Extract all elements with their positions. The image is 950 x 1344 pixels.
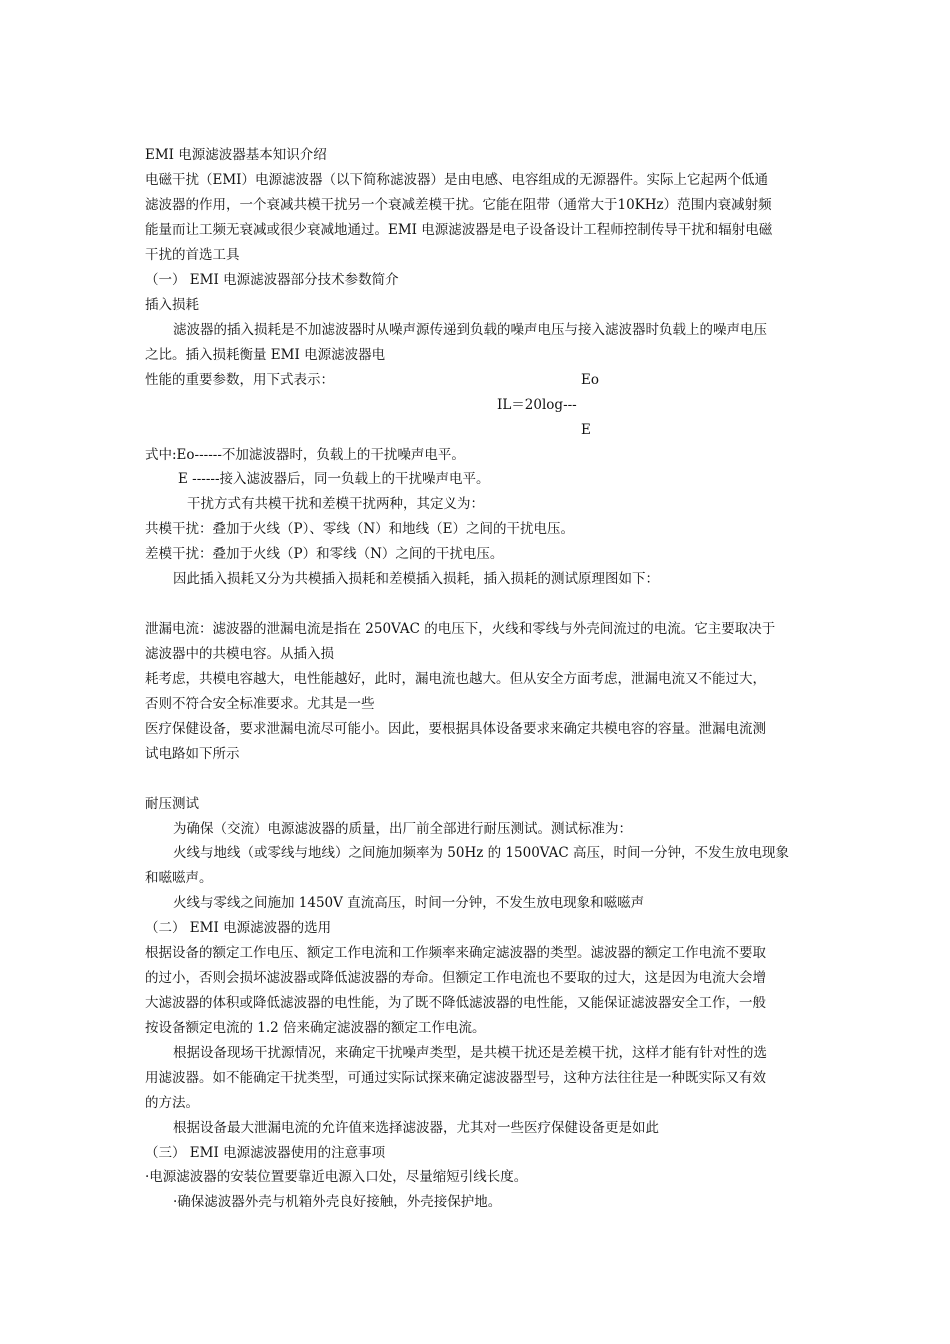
- selection-line: 根据设备最大泄漏电流的允许值来选择滤波器，尤其对一些医疗保健设备更是如此: [173, 1120, 659, 1136]
- selection-line: 按设备额定电流的 1.2 倍来确定滤波器的额定工作电流。: [145, 1020, 486, 1036]
- definition-line: 式中:Eo------不加滤波器时，负载上的干扰噪声电平。: [145, 447, 465, 463]
- withstand-line: 火线与零线之间施加 1450V 直流高压，时间一分钟，不发生放电现象和嗞嗞声: [173, 895, 645, 911]
- leakage-line: 耗考虑，共模电容越大，电性能越好，此时，漏电流也越大。但从安全方面考虑，泄漏电流又不能过大，: [145, 671, 766, 687]
- leakage-line: 试电路如下所示: [145, 746, 240, 762]
- leakage-line: 滤波器中的共模电容。从插入损: [145, 646, 334, 662]
- section-3-title: （三） EMI 电源滤波器使用的注意事项: [145, 1145, 386, 1161]
- leakage-line: 医疗保健设备，要求泄漏电流尽可能小。因此，要根据具体设备要求来确定共模电容的容量。泄漏电流测: [145, 721, 766, 737]
- withstand-line: 火线与地线（或零线与地线）之间施加频率为 50Hz 的 1500VAC 高压，时间一分钟，不发生放电现象: [173, 845, 789, 861]
- selection-line: 的方法。: [145, 1095, 199, 1111]
- withstand-line: 和嗞嗞声。: [145, 870, 213, 886]
- intro-line: 干扰的首选工具: [145, 247, 240, 263]
- insertion-loss-heading: 插入损耗: [145, 297, 199, 313]
- paragraph-line: 滤波器的插入损耗是不加滤波器时从噪声源传递到负载的噪声电压与接入滤波器时负载上的噪声电压: [173, 322, 767, 338]
- section-1-title: （一） EMI 电源滤波器部分技术参数简介: [145, 272, 399, 288]
- section-2-title: （二） EMI 电源滤波器的选用: [145, 920, 332, 936]
- selection-line: 根据设备现场干扰源情况，来确定干扰噪声类型，是共模干扰还是差模干扰，这样才能有针对性的选: [173, 1045, 767, 1061]
- definition-line: 差模干扰：叠加于火线（P）和零线（N）之间的干扰电压。: [145, 546, 504, 562]
- leakage-line: 泄漏电流：滤波器的泄漏电流是指在 250VAC 的电压下，火线和零线与外壳间流过的电流。它主要取决于: [145, 621, 776, 637]
- selection-line: 大滤波器的体积或降低滤波器的电性能，为了既不降低滤波器的电性能，又能保证滤波器安全工作，一般: [145, 995, 766, 1011]
- selection-line: 用滤波器。如不能确定干扰类型，可通过实际试探来确定滤波器型号，这种方法往往是一种既实际又有效: [145, 1070, 766, 1086]
- leakage-line: 否则不符合安全标准要求。尤其是一些: [145, 696, 375, 712]
- doc-title: EMI 电源滤波器基本知识介绍: [145, 147, 327, 163]
- withstand-heading: 耐压测试: [145, 796, 199, 812]
- selection-line: 根据设备的额定工作电压、额定工作电流和工作频率来确定滤波器的类型。滤波器的额定工作电流不要取: [145, 945, 766, 961]
- intro-line: 滤波器的作用，一个衰减共模干扰另一个衰减差模干扰。它能在阻带（通常大于10KHz）范围内衰减射频: [145, 197, 772, 213]
- withstand-line: 为确保（交流）电源滤波器的质量，出厂前全部进行耐压测试。测试标准为：: [173, 821, 632, 837]
- formula-main: IL＝20log---: [497, 397, 577, 413]
- definition-line: E ------接入滤波器后，同一负载上的干扰噪声电平。: [178, 471, 490, 487]
- note-line: ·电源滤波器的安装位置要靠近电源入口处，尽量缩短引线长度。: [145, 1169, 528, 1185]
- definition-line: 共模干扰：叠加于火线（P）、零线（N）和地线（E）之间的干扰电压。: [145, 521, 574, 537]
- definition-line: 因此插入损耗又分为共模插入损耗和差模插入损耗，插入损耗的测试原理图如下：: [173, 571, 659, 587]
- intro-line: 电磁干扰（EMI）电源滤波器（以下简称滤波器）是由电感、电容组成的无源器件。实际上它起两个低通: [145, 172, 769, 188]
- note-line: ·确保滤波器外壳与机箱外壳良好接触，外壳接保护地。: [173, 1194, 502, 1210]
- definition-line: 干扰方式有共模干扰和差模干扰两种，其定义为：: [187, 496, 484, 512]
- formula-numerator: Eo: [581, 372, 599, 388]
- paragraph-line: 之比。插入损耗衡量 EMI 电源滤波器电: [145, 347, 386, 363]
- intro-line: 能量而让工频无衰减或很少衰减地通过。EMI 电源滤波器是电子设备设计工程师控制传导干扰和辐射电磁: [145, 222, 773, 238]
- paragraph-line: 性能的重要参数，用下式表示：: [145, 372, 334, 388]
- selection-line: 的过小，否则会损坏滤波器或降低滤波器的寿命。但额定工作电流也不要取的过大，这是因为电流大会增: [145, 970, 766, 986]
- formula-denominator: E: [581, 422, 591, 438]
